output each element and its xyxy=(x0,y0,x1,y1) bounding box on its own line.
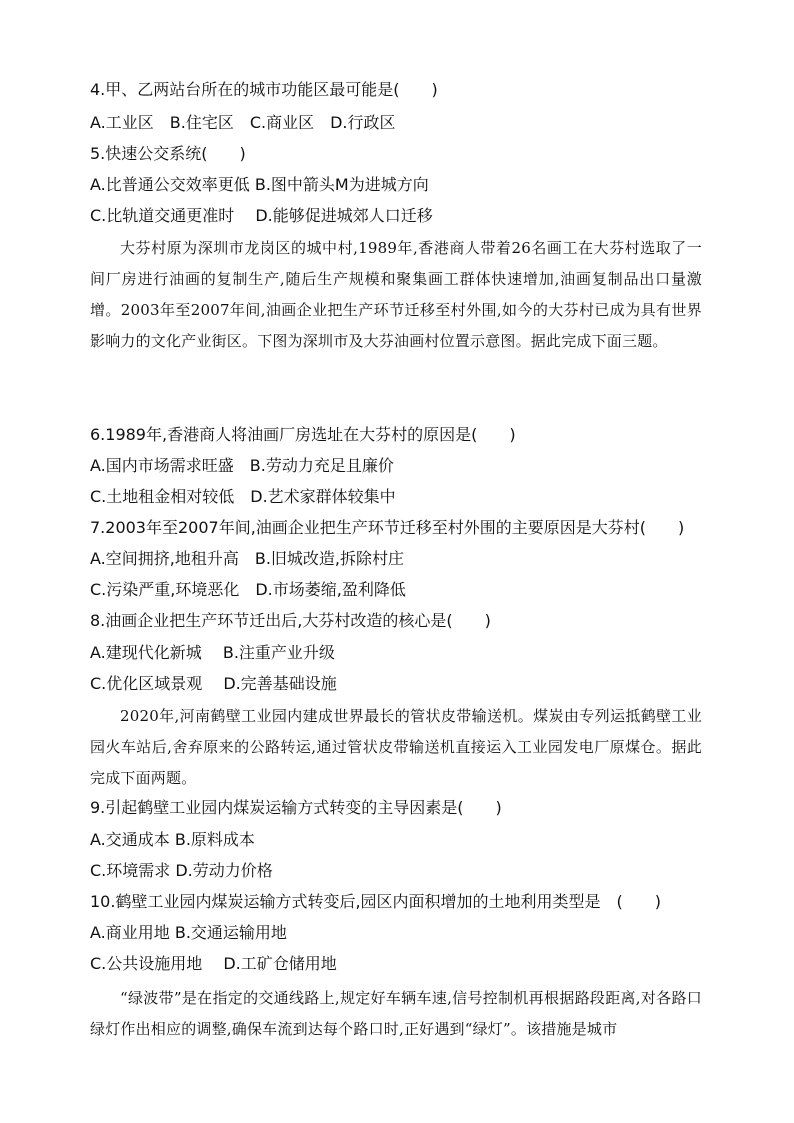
passage-hebi xyxy=(90,701,702,794)
question-8: 8.油画企业把生产环节迁出后,大芬村改造的核心是( ) xyxy=(90,611,491,630)
question-5-options-cd: C.比轨道交通更准时 D.能够促进城郊人口迁移 xyxy=(90,206,433,225)
question-10-options-ab: A.商业用地 B.交通运输用地 xyxy=(90,923,287,942)
passage-green-wave xyxy=(90,983,702,1045)
passage-green-wave-text: “绿波带”是在指定的交通线路上,规定好车辆车速,信号控制机再根据路段距离,对各路口绿灯作出相应的调整,确保车流到达每个路口时,正好遇到“绿灯”。该措施是城市 xyxy=(90,989,702,1038)
question-9: 9.引起鹤壁工业园内煤炭运输方式转变的主导因素是( ) xyxy=(90,798,502,817)
question-5: 5.快速公交系统( ) xyxy=(90,144,246,163)
question-4-options: A.工业区 B.住宅区 C.商业区 D.行政区 xyxy=(90,113,396,132)
question-7: 7.2003年至2007年间,油画企业把生产环节迁移至村外围的主要原因是大芬村( ) xyxy=(90,518,685,537)
passage-hebi-text: 2020年,河南鹤壁工业园内建成世界最长的管状皮带输送机。煤炭由专列运抵鹤壁工业园火车站后,舍弃原来的公路转运,通过管状皮带输送机直接运入工业园发电厂原煤仓。据此完成下面两题。 xyxy=(90,707,702,787)
question-4: 4.甲、乙两站台所在的城市功能区最可能是( ) xyxy=(90,80,438,99)
question-9-options-ab: A.交通成本 B.原料成本 xyxy=(90,830,255,849)
question-6-options-ab: A.国内市场需求旺盛 B.劳动力充足且廉价 xyxy=(90,456,394,475)
question-8-options-ab: A.建现代化新城 B.注重产业升级 xyxy=(90,643,335,662)
question-6: 6.1989年,香港商人将油画厂房选址在大芬村的原因是( ) xyxy=(90,425,516,444)
question-5-options-ab: A.比普通公交效率更低 B.图中箭头M为进城方向 xyxy=(90,175,429,194)
passage-dafen xyxy=(90,233,702,357)
question-7-options-ab: A.空间拥挤,地租升高 B.旧城改造,拆除村庄 xyxy=(90,549,404,568)
question-8-options-cd: C.优化区域景观 D.完善基础设施 xyxy=(90,674,337,693)
question-7-options-cd: C.污染严重,环境恶化 D.市场萎缩,盈利降低 xyxy=(90,580,406,599)
question-10: 10.鹤壁工业园内煤炭运输方式转变后,园区内面积增加的土地利用类型是 ( ) xyxy=(90,892,662,911)
question-9-options-cd: C.环境需求 D.劳动力价格 xyxy=(90,861,273,880)
question-10-options-cd: C.公共设施用地 D.工矿仓储用地 xyxy=(90,954,337,973)
passage-dafen-text: 大芬村原为深圳市龙岗区的城中村,1989年,香港商人带着26名画工在大芬村选取了一间厂房进行油画的复制生产,随后生产规模和聚集画工群体快速增加,油画复制品出口量激增。2003年至2007年间,油画企业把生产环节迁移至村外围,如今的大芬村已成为具有世界影响力的文化产业街区。下图为深圳市及大芬油画村位置示意图。据此完成下面三题。 xyxy=(90,239,702,350)
question-6-options-cd: C.土地租金相对较低 D.艺术家群体较集中 xyxy=(90,487,396,506)
